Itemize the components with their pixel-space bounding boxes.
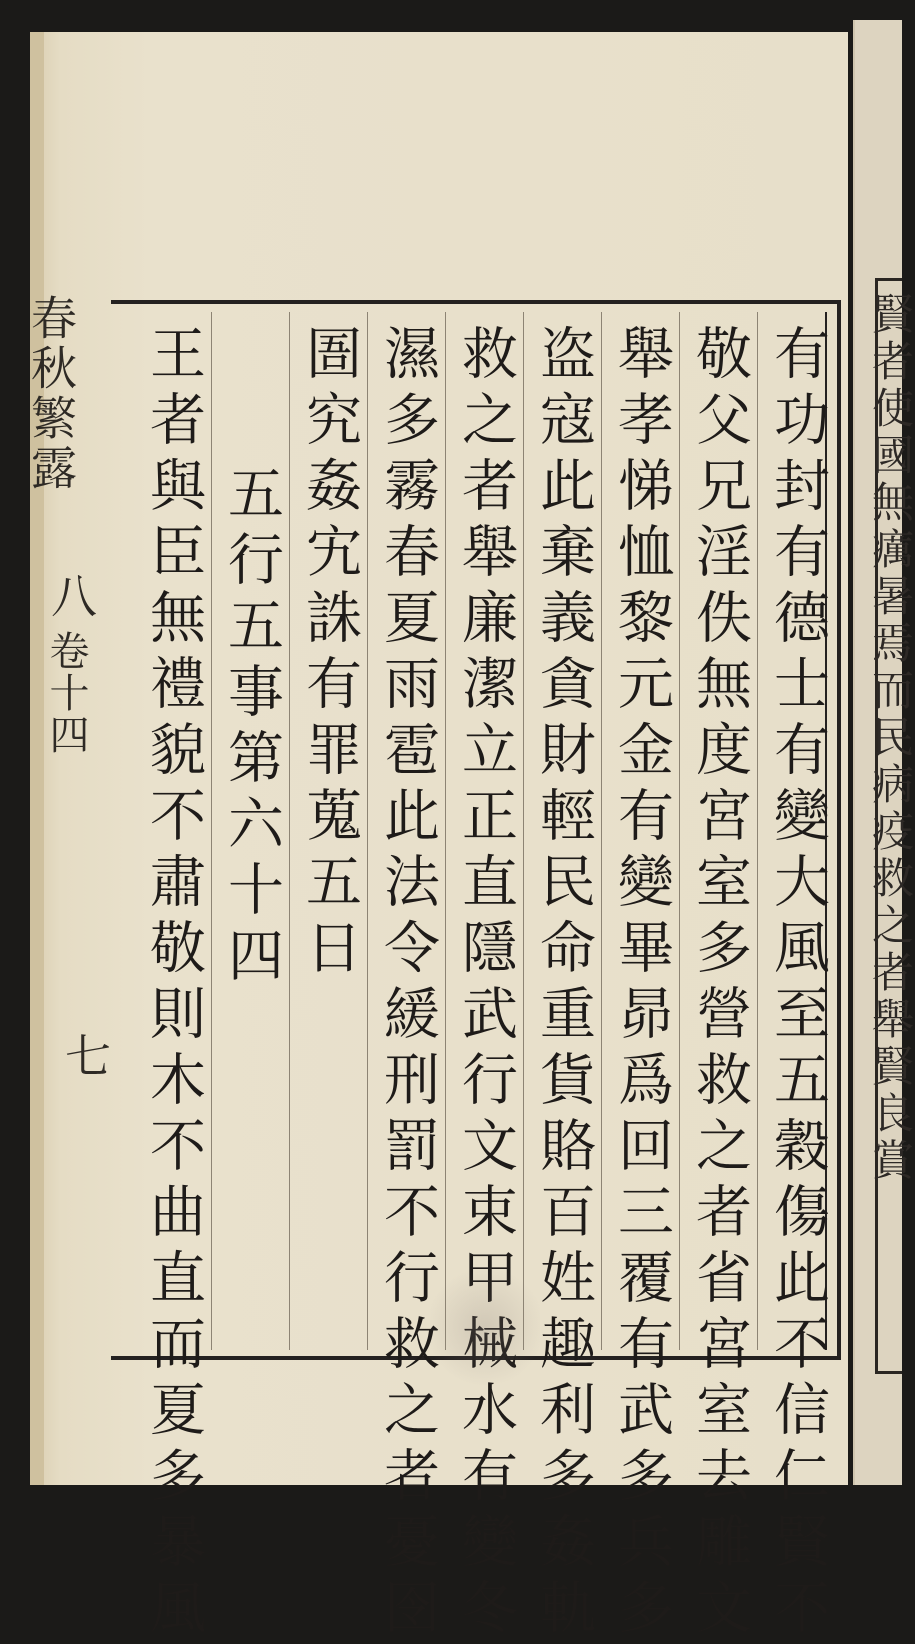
margin-book-title: 春秋繁露 <box>24 294 78 494</box>
column-rule <box>523 312 524 1350</box>
text-frame-inner <box>117 312 830 1644</box>
text-column-2: 敬父兄淫佚無度宮室多營救之者省宮室去雕文 <box>687 324 752 1644</box>
text-column-3: 舉孝悌恤黎元金有變畢昴爲回三覆有武多兵多 <box>609 324 674 1644</box>
column-rule <box>289 312 290 1350</box>
text-column-4: 盗寇此棄義貪財輕民命重貨賂百姓趣利多姦軌 <box>531 324 596 1644</box>
column-rule <box>757 312 758 1350</box>
facing-page-text: 賢者使國無癘暑焉而民病疫救之者舉賢良賞 <box>866 292 915 1185</box>
column-rule <box>445 312 446 1350</box>
text-column-7: 圄究姦宄誅有罪蒐五日 <box>297 324 362 984</box>
text-frame <box>111 300 841 1644</box>
text-column-9: 王者與臣無禮貌不肅敬則木不曲直而夏多暴風 <box>141 324 206 1644</box>
column-rule <box>367 312 368 1350</box>
margin-section-mark: 八 <box>44 572 98 620</box>
text-column-1: 有功封有德士有變大風至五穀傷此不信仁賢不 <box>765 324 830 1644</box>
faded-seal-stamp <box>430 1262 540 1392</box>
margin-juan-label: 卷十四 <box>43 630 89 756</box>
chapter-heading: 五行五事第六十四 <box>219 464 284 992</box>
margin-page-number: 七 <box>58 1032 112 1078</box>
column-rule <box>679 312 680 1350</box>
column-rule <box>211 312 212 1350</box>
book-page <box>24 32 848 1644</box>
text-column-5: 救之者舉廉潔立正直隱武行文束甲械水有變冬 <box>453 324 518 1644</box>
column-rule <box>601 312 602 1350</box>
text-column-6: 濕多霧春夏雨雹此法令緩刑罰不行救之者憂囹 <box>375 324 440 1644</box>
facing-page <box>853 20 915 1485</box>
page-edge <box>30 32 44 1485</box>
